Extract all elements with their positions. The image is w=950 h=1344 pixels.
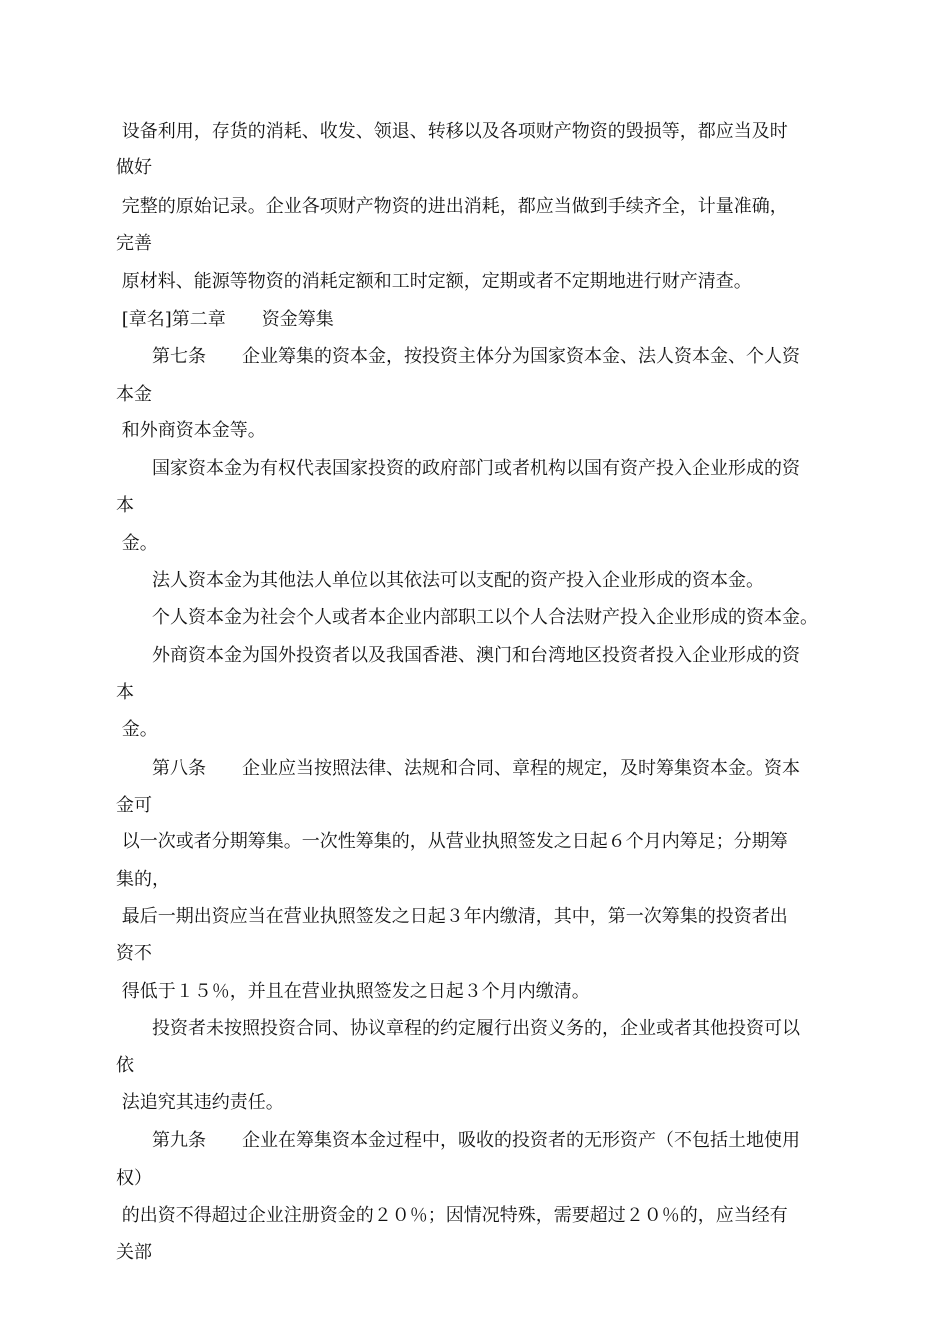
text-line: 本金 bbox=[116, 384, 152, 405]
text-line: 最后一期出资应当在营业执照签发之日起３年内缴清，其中，第一次筹集的投资者出 bbox=[116, 906, 788, 927]
text-line: 原材料、能源等物资的消耗定额和工时定额，定期或者不定期地进行财产清查。 bbox=[116, 271, 752, 292]
text-line: 个人资本金为社会个人或者本企业内部职工以个人合法财产投入企业形成的资本金。 bbox=[116, 607, 818, 628]
text-line: 关部 bbox=[116, 1242, 152, 1263]
text-line: 金。 bbox=[116, 533, 158, 554]
text-line: 权） bbox=[116, 1168, 152, 1189]
chapter-heading: [章名]第二章 资金筹集 bbox=[116, 309, 334, 330]
text-line: 投资者未按照投资合同、协议章程的约定履行出资义务的，企业或者其他投资可以 bbox=[116, 1018, 800, 1039]
text-line: 国家资本金为有权代表国家投资的政府部门或者机构以国有资产投入企业形成的资 bbox=[116, 458, 800, 479]
text-line: 依 bbox=[116, 1055, 134, 1076]
article-9-heading-line: 第九条 企业在筹集资本金过程中，吸收的投资者的无形资产（不包括土地使用 bbox=[116, 1130, 800, 1151]
text-line: 法人资本金为其他法人单位以其依法可以支配的资产投入企业形成的资本金。 bbox=[116, 570, 764, 591]
article-7-heading-line: 第七条 企业筹集的资本金，按投资主体分为国家资本金、法人资本金、个人资 bbox=[116, 346, 800, 367]
text-line: 本 bbox=[116, 495, 134, 516]
text-line: 完善 bbox=[116, 233, 152, 254]
text-line: 集的， bbox=[116, 869, 170, 890]
article-8-heading-line: 第八条 企业应当按照法律、法规和合同、章程的规定，及时筹集资本金。资本 bbox=[116, 758, 800, 779]
text-line: 设备利用，存货的消耗、收发、领退、转移以及各项财产物资的毁损等，都应当及时 bbox=[116, 121, 788, 142]
text-line: 资不 bbox=[116, 943, 152, 964]
text-line: 得低于１５％，并且在营业执照签发之日起３个月内缴清。 bbox=[116, 981, 590, 1002]
text-line: 金。 bbox=[116, 719, 158, 740]
text-line: 和外商资本金等。 bbox=[116, 420, 266, 441]
text-line: 法追究其违约责任。 bbox=[116, 1092, 284, 1113]
text-line: 以一次或者分期筹集。一次性筹集的，从营业执照签发之日起６个月内筹足；分期筹 bbox=[116, 831, 788, 852]
text-line: 做好 bbox=[116, 157, 152, 178]
text-line: 本 bbox=[116, 682, 134, 703]
text-line: 的出资不得超过企业注册资金的２０％；因情况特殊，需要超过２０％的，应当经有 bbox=[116, 1205, 788, 1226]
text-line: 外商资本金为国外投资者以及我国香港、澳门和台湾地区投资者投入企业形成的资 bbox=[116, 645, 800, 666]
text-line: 金可 bbox=[116, 795, 152, 816]
text-line: 完整的原始记录。企业各项财产物资的进出消耗，都应当做到手续齐全，计量准确， bbox=[116, 196, 788, 217]
